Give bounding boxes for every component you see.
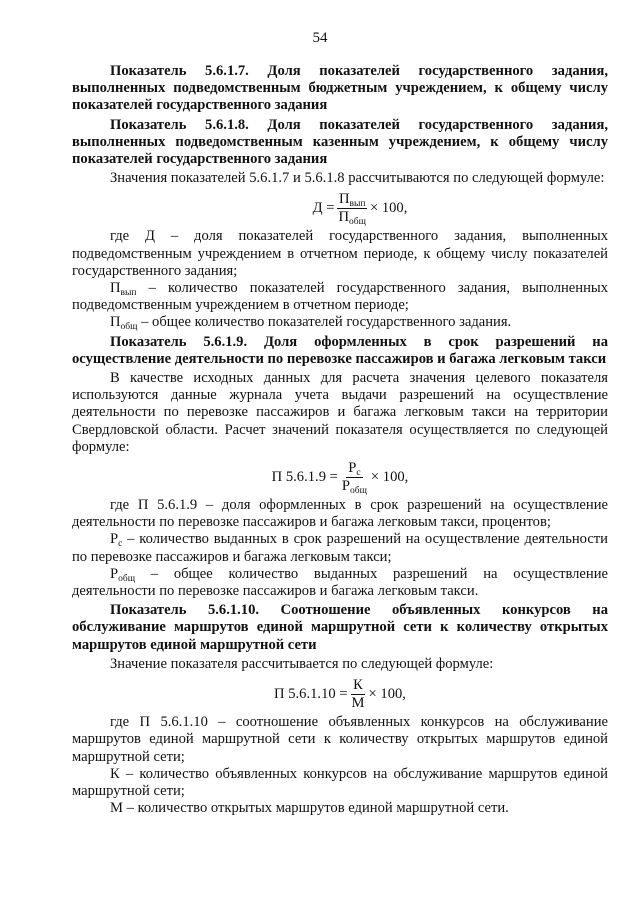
- definition-p-5-6-1-9: где П 5.6.1.9 – доля оформленных в срок разрешений на осуществление деятельности по перевозке пассажиров и багажа легковым такси, процентов;: [72, 497, 608, 531]
- indicator-5-6-1-9-heading: Показатель 5.6.1.9. Доля оформленных в срок разрешений на осуществление деятельности по перевозке пассажиров и багажа легковым такси: [72, 333, 608, 367]
- definition-r-obsch: $Р_{общ}$ – общее количество выданных разрешений на осуществление деятельности по перевозке пассажиров и багажа легковым такси.: [72, 565, 608, 600]
- formula-numerator: К: [353, 677, 363, 694]
- page-content: [72, 63, 608, 817]
- formula-lhs: П 5.6.1.10 =: [274, 685, 348, 702]
- formula-denominator: М: [351, 695, 365, 712]
- definition-r-c: $Р_с$ – количество выданных в срок разрешений на осуществление деятельности по перевозке пассажиров и багажа легковым такси;: [72, 531, 608, 565]
- formula-lhs: П 5.6.1.9 =: [271, 468, 338, 485]
- definition-p-5-6-1-10: где П 5.6.1.10 – соотношение объявленных конкурсов на обслуживание маршрутов единой маршрутной сети к количеству открытых маршрутов единой маршрутной сети;: [72, 714, 608, 765]
- formula-5-6-1-9: [72, 460, 608, 495]
- definition-m: М – количество открытых маршрутов единой маршрутной сети.: [110, 800, 509, 817]
- formula-rhs: × 100,: [370, 468, 409, 485]
- formula-fraction: [350, 677, 367, 712]
- formula-numerator: $Р_с$: [348, 460, 361, 479]
- formula-5-6-1-10: [72, 677, 608, 712]
- definition-p-vyp: $П_{вып}$ – количество показателей государственного задания, выполненных подведомственным учреждением в отчетном периоде;: [72, 280, 608, 314]
- indicator-5-6-1-10-intro: Значение показателя рассчитывается по следующей формуле:: [110, 655, 494, 672]
- definition-p-obsch: $П_{общ}$ – общее количество показателей государственного задания.: [110, 314, 512, 333]
- formula-rhs: × 100,: [369, 200, 408, 217]
- formula-denominator: $Р_{общ}$: [341, 478, 367, 497]
- formula-rhs: × 100,: [368, 685, 406, 702]
- definition-k: К – количество объявленных конкурсов на обслуживание маршрутов единой маршрутной сети;: [72, 765, 608, 799]
- formula-denominator: $П_{общ}$: [338, 209, 366, 228]
- indicator-5-6-1-8-heading: Показатель 5.6.1.8. Доля показателей государственного задания, выполненных подведомственным казенным учреждением, к общему числу показателей государственного задания: [72, 116, 608, 168]
- indicator-5-6-1-9-intro: В качестве исходных данных для расчета значения целевого показателя используются данные журнала учета выдачи разрешений на осуществление деятельности по перевозке пассажиров и багажа легковым такси на территории Свердловской области. Расчет значений показателя осуществляется по следующей формуле:: [72, 370, 608, 455]
- formula-fraction: [336, 191, 367, 226]
- indicator-5-6-1-7-heading: Показатель 5.6.1.7. Доля показателей государственного задания, выполненных подведомственным бюджетным учреждением, к общему числу показателей государственного задания: [72, 63, 608, 114]
- page-number: 54: [312, 30, 328, 46]
- indicator-5-6-1-10-heading: Показатель 5.6.1.10. Соотношение объявленных конкурсов на обслуживание маршрутов единой маршрутной сети к количеству открытых маршрутов единой маршрутной сети: [72, 602, 608, 653]
- formula-numerator: $П_{вып}$: [338, 191, 366, 210]
- formula-lhs: Д =: [312, 200, 335, 217]
- formula-intro: Значения показателей 5.6.1.7 и 5.6.1.8 рассчитываются по следующей формуле:: [110, 170, 605, 187]
- definition-d: где Д – доля показателей государственного задания, выполненных подведомственным учреждением в отчетном периоде, к общему числу показателей государственного задания;: [72, 228, 608, 279]
- formula-fraction: [340, 460, 369, 495]
- formula-d: [112, 191, 608, 226]
